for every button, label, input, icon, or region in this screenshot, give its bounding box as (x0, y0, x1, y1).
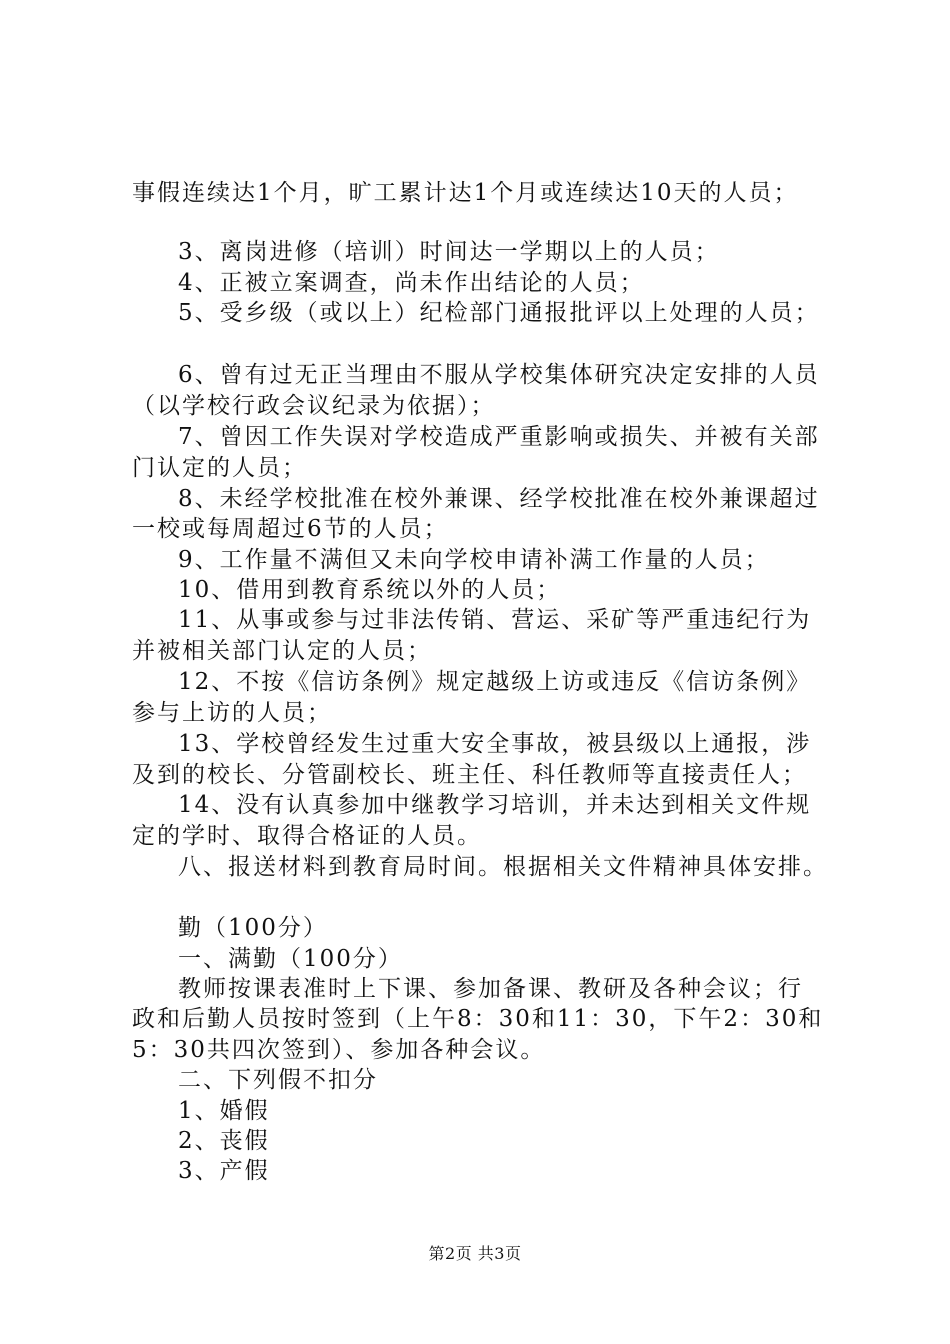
text-line: 13、学校曾经发生过重大安全事故，被县级以上通报，涉 (178, 731, 812, 757)
text-line: 7、曾因工作失误对学校造成严重影响或损失、并被有关部 (178, 424, 820, 450)
text-line: 参与上访的人员； (132, 700, 332, 726)
text-line: 9、工作量不满但又未向学校申请补满工作量的人员； (178, 547, 770, 573)
text-line: 1、婚假 (178, 1098, 270, 1124)
text-line: 并被相关部门认定的人员； (132, 638, 432, 664)
text-line: 一、满勤（100分） (178, 946, 403, 972)
text-line: 3、产假 (178, 1158, 270, 1184)
text-line: 5：30共四次签到）、参加各种会议。 (132, 1037, 546, 1063)
text-line: 11、从事或参与过非法传销、营运、采矿等严重违纪行为 (178, 607, 812, 633)
text-line: 3、离岗进修（培训）时间达一学期以上的人员； (178, 239, 720, 265)
text-line: 事假连续达1个月，旷工累计达1个月或连续达10天的人员； (132, 180, 799, 206)
section-heading: 勤（100分） (178, 915, 328, 941)
text-line: （以学校行政会议纪录为依据）； (132, 393, 496, 419)
text-line: 二、下列假不扣分 (178, 1067, 378, 1093)
page-footer: 第2页 共3页 (428, 1244, 522, 1263)
text-line: 一校或每周超过6节的人员； (132, 516, 449, 542)
text-line: 5、受乡级（或以上）纪检部门通报批评以上处理的人员； (178, 300, 820, 326)
text-line: 政和后勤人员按时签到（上午8：30和11：30，下午2：30和 (132, 1006, 824, 1032)
text-line: 门认定的人员； (132, 455, 307, 481)
text-line: 及到的校长、分管副校长、班主任、科任教师等直接责任人； (132, 762, 807, 788)
text-line: 4、正被立案调查，尚未作出结论的人员； (178, 270, 645, 296)
text-line: 10、借用到教育系统以外的人员； (178, 577, 562, 603)
text-line: 八、报送材料到教育局时间。根据相关文件精神具体安排。 (178, 854, 828, 880)
text-line: 定的学时、取得合格证的人员。 (132, 823, 482, 849)
text-line: 8、未经学校批准在校外兼课、经学校批准在校外兼课超过 (178, 486, 820, 512)
text-line: 12、不按《信访条例》规定越级上访或违反《信访条例》 (178, 669, 812, 695)
text-line: 2、丧假 (178, 1128, 270, 1154)
text-line: 14、没有认真参加中继教学习培训，并未达到相关文件规 (178, 792, 812, 818)
text-line: 教师按课表准时上下课、参加备课、教研及各种会议；行 (178, 976, 803, 1002)
text-line: 6、曾有过无正当理由不服从学校集体研究决定安排的人员 (178, 362, 820, 388)
